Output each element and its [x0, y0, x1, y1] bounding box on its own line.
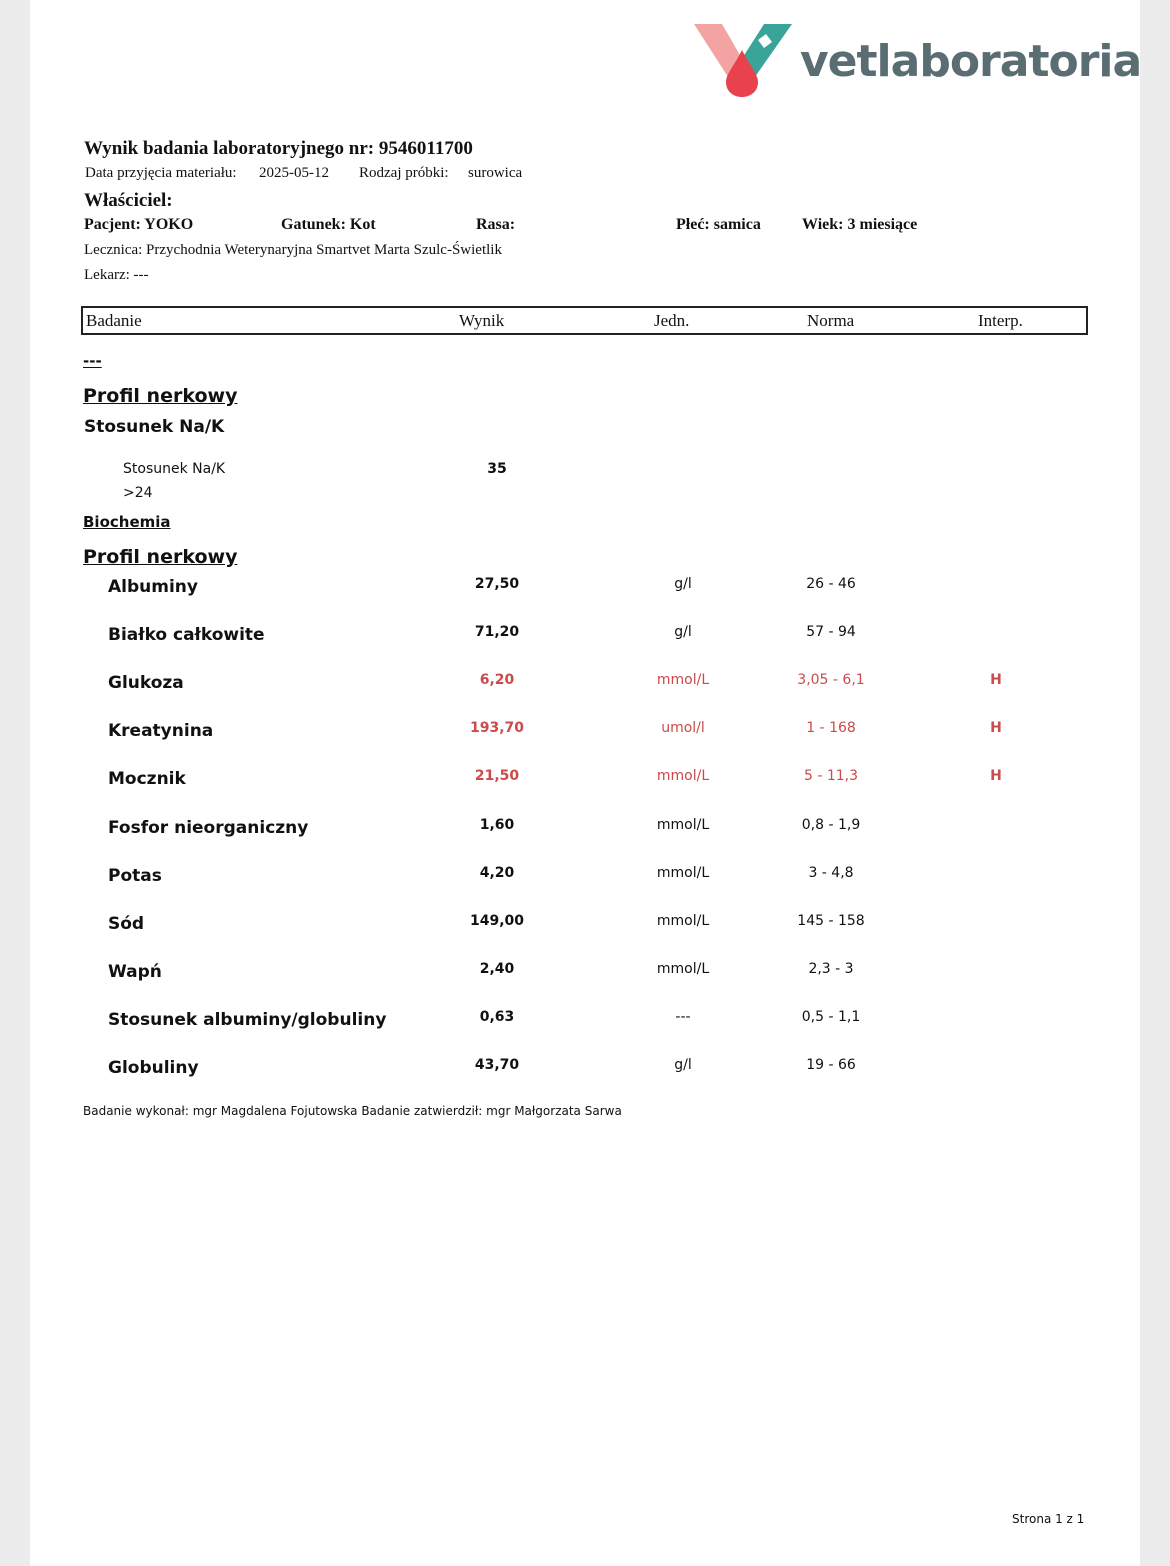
brand-name: vetlaboratoria: [800, 36, 1142, 87]
na-k-item-norm: >24: [123, 485, 153, 501]
result-value: 149,00: [469, 913, 525, 929]
result-norm: 3,05 - 6,1: [797, 672, 865, 688]
result-norm: 0,8 - 1,9: [801, 817, 861, 833]
result-unit: mmol/L: [656, 817, 710, 833]
age: Wiek: 3 miesiące: [802, 216, 918, 233]
result-value: 1,60: [479, 817, 515, 833]
owner-label: Właściciel:: [84, 190, 173, 211]
result-name: Kreatynina: [108, 721, 214, 741]
result-unit: umol/l: [661, 720, 705, 736]
result-unit: mmol/L: [656, 865, 710, 881]
result-value: 27,50: [474, 576, 520, 592]
patient-name: Pacjent: YOKO: [84, 216, 194, 233]
page-number: Strona 1 z 1: [1012, 1512, 1085, 1526]
header-test: Badanie: [86, 311, 142, 330]
result-norm: 57 - 94: [806, 624, 856, 640]
result-name: Wapń: [108, 962, 162, 982]
result-unit: mmol/L: [656, 672, 710, 688]
sex: Płeć: samica: [676, 216, 761, 233]
doctor: Lekarz: ---: [84, 267, 149, 283]
biochem-label: Biochemia: [83, 513, 171, 531]
result-unit: mmol/L: [656, 961, 710, 977]
result-unit: g/l: [674, 624, 692, 640]
result-value: 2,40: [479, 961, 515, 977]
section-title-renal-2: Profil nerkowy: [83, 546, 238, 568]
table-header: [81, 306, 1088, 335]
result-value: 4,20: [479, 865, 515, 881]
result-value: 6,20: [479, 672, 515, 688]
result-unit: g/l: [674, 1057, 692, 1073]
result-norm: 3 - 4,8: [808, 865, 854, 881]
result-name: Sód: [108, 914, 145, 934]
result-norm: 26 - 46: [806, 576, 856, 592]
result-value: 0,63: [479, 1009, 515, 1025]
result-name: Białko całkowite: [108, 625, 265, 645]
header-interp: Interp.: [978, 311, 1023, 330]
result-unit: mmol/L: [656, 913, 710, 929]
result-norm: 145 - 158: [797, 913, 865, 929]
result-flag: H: [990, 768, 1002, 784]
header-unit: Jedn.: [654, 311, 690, 330]
report-page: [30, 0, 1140, 1566]
section-title-renal-1: Profil nerkowy: [83, 385, 238, 407]
na-k-item-name: Stosunek Na/K: [123, 461, 226, 477]
breed: Rasa:: [476, 216, 516, 233]
result-unit: g/l: [674, 576, 692, 592]
result-norm: 19 - 66: [806, 1057, 856, 1073]
vetlaboratoria-logo-icon: [692, 22, 796, 98]
separator-dashes: ---: [83, 352, 102, 370]
result-value: 43,70: [474, 1057, 520, 1073]
received-date: 2025-05-12: [259, 165, 329, 181]
result-name: Potas: [108, 866, 162, 886]
result-name: Mocznik: [108, 769, 186, 789]
sample-label: Rodzaj próbki:: [359, 165, 449, 181]
result-value: 21,50: [474, 768, 520, 784]
result-unit: ---: [675, 1009, 691, 1025]
header-norm: Norma: [807, 311, 855, 330]
result-flag: H: [990, 720, 1002, 736]
result-norm: 2,3 - 3: [808, 961, 854, 977]
result-name: Globuliny: [108, 1058, 199, 1078]
result-norm: 1 - 168: [806, 720, 856, 736]
result-norm: 0,5 - 1,1: [801, 1009, 861, 1025]
subsection-na-k: Stosunek Na/K: [84, 417, 225, 437]
na-k-item-value: 35: [487, 461, 507, 477]
result-name: Glukoza: [108, 673, 184, 693]
clinic: Lecznica: Przychodnia Weterynaryjna Smartvet Marta Szulc-Świetlik: [84, 242, 502, 258]
header-result: Wynik: [459, 311, 505, 330]
received-label: Data przyjęcia materiału:: [85, 165, 237, 181]
result-name: Albuminy: [108, 577, 198, 597]
result-flag: H: [990, 672, 1002, 688]
footer-signatures: Badanie wykonał: mgr Magdalena Fojutowska Badanie zatwierdził: mgr Małgorzata Sarwa: [83, 1104, 622, 1118]
result-name: Stosunek albuminy/globuliny: [108, 1010, 387, 1030]
result-unit: mmol/L: [656, 768, 710, 784]
sample-type: surowica: [468, 165, 523, 181]
species: Gatunek: Kot: [281, 216, 376, 233]
result-value: 71,20: [474, 624, 520, 640]
result-norm: 5 - 11,3: [803, 768, 859, 784]
result-value: 193,70: [469, 720, 525, 736]
result-name: Fosfor nieorganiczny: [108, 818, 309, 838]
report-title: Wynik badania laboratoryjnego nr: 9546011700: [84, 138, 473, 159]
